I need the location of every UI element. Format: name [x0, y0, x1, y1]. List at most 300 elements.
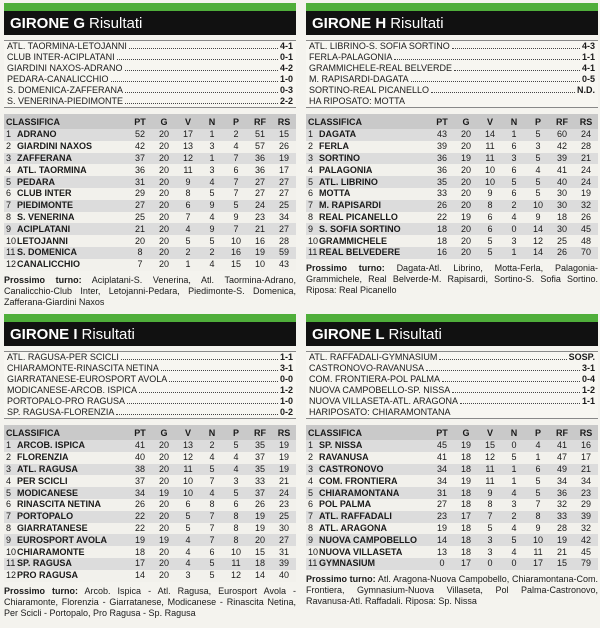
team-position: 11: [6, 247, 16, 258]
column-header: PT: [128, 114, 152, 129]
stat-rf: 40: [550, 176, 574, 188]
result-match: M. RAPISARDI-DAGATA: [309, 74, 409, 84]
stat-p: 6: [526, 464, 550, 476]
column-header: V: [478, 114, 502, 129]
result-row: [306, 352, 598, 363]
team-position: 11: [6, 558, 16, 569]
stat-v: 4: [176, 534, 200, 546]
stat-pt: 45: [430, 440, 454, 452]
stat-v: 10: [478, 176, 502, 188]
stat-g: 20: [454, 235, 478, 247]
stat-g: 18: [454, 452, 478, 464]
stat-v: 9: [478, 188, 502, 200]
stat-rf: 26: [550, 247, 574, 259]
table-row: [4, 153, 296, 165]
stat-rf: 35: [248, 464, 272, 476]
stat-rf: 21: [550, 546, 574, 558]
result-row: [4, 52, 296, 63]
stat-n: 5: [200, 558, 224, 570]
stat-rs: 79: [574, 558, 598, 570]
table-row: [4, 558, 296, 570]
stat-pt: 39: [430, 141, 454, 153]
team-position: 9: [308, 534, 314, 545]
column-header: PT: [430, 425, 454, 440]
stat-rs: 24: [272, 487, 296, 499]
standings-table: [4, 425, 296, 582]
stat-rs: 24: [574, 129, 598, 141]
leader-dots: [442, 374, 580, 382]
team-cell: [306, 200, 430, 212]
stat-p: 10: [526, 200, 550, 212]
team-cell: [4, 511, 128, 523]
stat-g: 18: [454, 534, 478, 546]
table-row: [4, 511, 296, 523]
table-row: [306, 499, 598, 511]
stat-g: 19: [454, 153, 478, 165]
stat-p: 9: [224, 212, 248, 224]
stat-rs: 27: [272, 176, 296, 188]
stat-pt: 27: [128, 200, 152, 212]
stat-pt: 34: [430, 475, 454, 487]
result-score: 0-0: [279, 374, 293, 384]
team-cell: [4, 259, 128, 271]
stat-p: 11: [224, 558, 248, 570]
team-cell: [306, 247, 430, 259]
stat-n: 7: [200, 475, 224, 487]
stat-pt: 25: [128, 212, 152, 224]
team-name: POL PALMA: [319, 499, 372, 510]
team-cell: [306, 546, 430, 558]
stat-rs: 23: [574, 487, 598, 499]
stat-n: 1: [200, 129, 224, 141]
team-position: 8: [6, 522, 12, 533]
team-name: EUROSPORT AVOLA: [17, 534, 108, 545]
team-cell: [4, 141, 128, 153]
stat-rs: 32: [574, 200, 598, 212]
team-name: SORTINO: [319, 152, 361, 163]
stat-rs: 34: [272, 212, 296, 224]
stat-p: 15: [224, 259, 248, 271]
stat-v: 3: [478, 546, 502, 558]
next-round-text: Atl. Aragona-Nuova Campobello, Chiaramontana-Com. Frontiera, Gymnasium-Nuova Villaseta, Pol Palma-Castronovo, Ravanusa-Atl. Raffadali. Riposa: Sp. Nissa: [306, 573, 598, 606]
stat-g: 20: [454, 200, 478, 212]
table-row: [4, 464, 296, 476]
stat-rs: 21: [574, 153, 598, 165]
team-cell: [306, 153, 430, 165]
stat-n: 6: [200, 546, 224, 558]
stat-v: 6: [176, 499, 200, 511]
stat-g: 20: [454, 223, 478, 235]
stat-rs: 29: [574, 499, 598, 511]
team-cell: [4, 475, 128, 487]
result-match: MODICANESE-ARCOB. ISPICA: [7, 385, 138, 395]
stat-rf: 30: [550, 188, 574, 200]
stat-p: 4: [224, 464, 248, 476]
stat-rf: 19: [248, 247, 272, 259]
stat-n: 0: [502, 440, 526, 452]
column-header: RF: [550, 114, 574, 129]
leader-dots: [394, 52, 580, 60]
stat-p: 14: [526, 223, 550, 235]
standings-header-row: [306, 425, 598, 440]
team-name: REAL BELVEDERE: [319, 247, 401, 258]
stat-p: 5: [526, 153, 550, 165]
table-row: [306, 523, 598, 535]
column-header: RF: [248, 425, 272, 440]
result-match: NUOVA CAMPOBELLO-SP. NISSA: [309, 385, 451, 395]
team-cell: [4, 223, 128, 235]
stat-rs: 43: [272, 259, 296, 271]
table-row: [306, 188, 598, 200]
table-row: [4, 570, 296, 582]
stat-p: 5: [526, 475, 550, 487]
stat-n: 4: [502, 487, 526, 499]
result-row: [306, 363, 598, 374]
stat-v: 5: [176, 511, 200, 523]
team-cell: [306, 534, 430, 546]
stat-v: 4: [176, 558, 200, 570]
stat-g: 20: [152, 235, 176, 247]
stat-p: 6: [224, 499, 248, 511]
team-position: 9: [308, 223, 314, 234]
leader-dots: [139, 385, 278, 393]
stat-n: 9: [200, 200, 224, 212]
stat-rs: 32: [574, 523, 598, 535]
stat-n: 3: [502, 235, 526, 247]
team-position: 8: [6, 211, 12, 222]
table-row: [306, 558, 598, 570]
stat-g: 20: [454, 247, 478, 259]
team-name: GYMNASIUM: [319, 558, 375, 569]
stat-rs: 21: [272, 475, 296, 487]
team-name: SP. RAGUSA: [17, 558, 72, 569]
team-cell: [4, 464, 128, 476]
stat-rs: 24: [574, 164, 598, 176]
table-row: [306, 176, 598, 188]
result-row: [4, 385, 296, 396]
result-score: SOSP.: [568, 352, 595, 362]
stat-rf: 60: [550, 129, 574, 141]
stat-pt: 40: [128, 452, 152, 464]
stat-rf: 30: [550, 223, 574, 235]
team-position: 1: [308, 129, 314, 140]
stat-rf: 18: [550, 212, 574, 224]
stat-rf: 51: [248, 129, 272, 141]
stat-g: 17: [454, 558, 478, 570]
stat-g: 17: [454, 511, 478, 523]
stat-v: 11: [478, 475, 502, 487]
stat-p: 7: [224, 223, 248, 235]
stat-pt: 52: [128, 129, 152, 141]
stat-p: 8: [224, 523, 248, 535]
stat-rf: 37: [248, 452, 272, 464]
result-row: [4, 63, 296, 74]
stat-rf: 21: [248, 223, 272, 235]
result-score: 0-1: [279, 52, 293, 62]
group-header: [4, 11, 296, 35]
team-cell: [4, 452, 128, 464]
team-cell: [306, 487, 430, 499]
result-row: [4, 396, 296, 407]
next-round-text: Dagata-Atl. Librino, Motta-Ferla, Palagonia-Grammichele, Real Belverde-M. Rapisardi, Sortino-S. Sofia Sortino. Riposa: Real Picanello: [306, 262, 598, 295]
stat-n: 0: [502, 223, 526, 235]
stat-v: 8: [176, 188, 200, 200]
result-score: 0-3: [279, 85, 293, 95]
team-name: CLUB INTER: [17, 188, 72, 199]
result-score: 4-3: [581, 41, 595, 51]
stat-rs: 16: [574, 440, 598, 452]
stat-g: 20: [152, 164, 176, 176]
team-cell: [306, 129, 430, 141]
stat-pt: 42: [128, 141, 152, 153]
stat-rs: 31: [272, 546, 296, 558]
result-row: [306, 396, 598, 407]
leader-dots: [411, 74, 580, 82]
result-score: 1-2: [279, 385, 293, 395]
team-cell: [306, 440, 430, 452]
stat-rs: 39: [574, 511, 598, 523]
result-row: [306, 74, 598, 85]
stat-g: 20: [152, 247, 176, 259]
stat-pt: 16: [430, 247, 454, 259]
stat-n: 6: [502, 164, 526, 176]
stat-rs: 45: [574, 546, 598, 558]
team-name: S. SOFIA SORTINO: [319, 223, 401, 234]
result-score: 1-1: [279, 352, 293, 362]
result-match: COM. FRONTIERA-POL PALMA: [309, 374, 441, 384]
group-title: Risultati: [388, 325, 442, 343]
team-cell: [306, 212, 430, 224]
stat-n: 2: [200, 247, 224, 259]
leader-dots: [161, 363, 278, 371]
column-header: PT: [430, 114, 454, 129]
stat-rf: 39: [550, 153, 574, 165]
result-row: [306, 407, 598, 418]
stat-p: 1: [526, 452, 550, 464]
stat-v: 13: [176, 440, 200, 452]
stat-g: 20: [152, 499, 176, 511]
team-position: 7: [308, 200, 314, 211]
stat-rs: 24: [574, 176, 598, 188]
table-row: [4, 200, 296, 212]
team-name: NUOVA CAMPOBELLO: [319, 534, 417, 545]
result-match: ATL. RAFFADALI-GYMNASIUM: [309, 352, 438, 362]
team-position: 5: [6, 176, 12, 187]
stat-n: 5: [502, 534, 526, 546]
result-row: [306, 385, 598, 396]
table-row: [4, 487, 296, 499]
leader-dots: [125, 85, 278, 93]
leader-dots: [439, 352, 566, 360]
stat-v: 6: [478, 212, 502, 224]
stat-p: 4: [224, 141, 248, 153]
team-cell: [4, 212, 128, 224]
team-name: PIEDIMONTE: [17, 200, 74, 211]
team-cell: [306, 511, 430, 523]
stat-v: 17: [176, 129, 200, 141]
stat-p: 7: [224, 176, 248, 188]
group-header-accent: [306, 314, 598, 322]
result-row: [306, 85, 598, 96]
team-name: FERLA: [319, 141, 349, 152]
column-header: CLASSIFICA: [306, 425, 430, 440]
result-score: 0-5: [581, 74, 595, 84]
stat-pt: 26: [430, 200, 454, 212]
stat-n: 4: [502, 546, 526, 558]
team-position: 3: [6, 463, 12, 474]
result-row: [4, 96, 296, 107]
stat-n: 7: [200, 511, 224, 523]
stat-g: 20: [152, 141, 176, 153]
leader-dots: [426, 363, 580, 371]
stat-pt: 22: [128, 523, 152, 535]
stat-rf: 19: [550, 534, 574, 546]
result-row: [306, 63, 598, 74]
stat-g: 20: [152, 570, 176, 582]
team-name: PEDARA: [17, 176, 56, 187]
next-round-label: Prossimo turno:: [4, 585, 79, 596]
table-row: [4, 475, 296, 487]
team-position: 11: [308, 558, 318, 569]
table-row: [306, 129, 598, 141]
stat-rf: 33: [550, 511, 574, 523]
stat-rf: 25: [550, 235, 574, 247]
team-name: PORTOPALO: [17, 511, 74, 522]
table-row: [4, 534, 296, 546]
column-header: PT: [128, 425, 152, 440]
stat-n: 1: [502, 475, 526, 487]
stat-v: 11: [176, 164, 200, 176]
column-header: P: [224, 114, 248, 129]
group-header: [306, 11, 598, 35]
group-header-accent: [4, 3, 296, 11]
group-title: Risultati: [390, 14, 444, 32]
column-header: CLASSIFICA: [4, 425, 128, 440]
team-cell: [4, 487, 128, 499]
stat-v: 2: [176, 247, 200, 259]
stat-rs: 40: [272, 570, 296, 582]
stat-pt: 19: [128, 534, 152, 546]
team-position: 5: [308, 176, 314, 187]
column-header: P: [224, 425, 248, 440]
stat-v: 8: [478, 200, 502, 212]
stat-v: 9: [478, 487, 502, 499]
team-position: 4: [308, 164, 314, 175]
team-cell: [4, 247, 128, 259]
stat-v: 6: [478, 223, 502, 235]
stat-g: 20: [454, 164, 478, 176]
stat-p: 11: [526, 546, 550, 558]
next-round: [4, 275, 296, 308]
stat-g: 20: [454, 141, 478, 153]
column-header: RS: [574, 425, 598, 440]
stat-v: 5: [176, 235, 200, 247]
results-list: [306, 40, 598, 108]
stat-pt: 22: [430, 212, 454, 224]
team-position: 7: [308, 511, 314, 522]
stat-rf: 30: [550, 200, 574, 212]
result-match: FERLA-PALAGONIA: [309, 52, 393, 62]
stat-pt: 29: [128, 188, 152, 200]
team-name: COM. FRONTIERA: [319, 475, 398, 486]
team-position: 4: [308, 475, 314, 486]
team-name: LETOJANNI: [17, 235, 68, 246]
stat-v: 5: [176, 523, 200, 535]
stat-rf: 36: [550, 487, 574, 499]
stat-rs: 39: [272, 558, 296, 570]
result-match: HARIPOSATO: CHIARAMONTANA: [309, 407, 451, 417]
group-name: GIRONE G: [10, 14, 86, 32]
stat-rf: 26: [248, 499, 272, 511]
stat-rf: 19: [248, 511, 272, 523]
team-name: ATL. RAFFADALI: [319, 511, 392, 522]
stat-pt: 17: [128, 558, 152, 570]
team-cell: [4, 235, 128, 247]
team-position: 6: [6, 499, 12, 510]
stat-pt: 41: [128, 440, 152, 452]
team-position: 7: [6, 511, 12, 522]
stat-n: 4: [200, 176, 224, 188]
stat-p: 14: [526, 247, 550, 259]
group-i-panel: [4, 314, 296, 619]
stat-v: 10: [176, 475, 200, 487]
result-match: GRAMMICHELE-REAL BELVERDE: [309, 63, 453, 73]
team-name: ARCOB. ISPICA: [17, 440, 86, 451]
stat-p: 3: [526, 141, 550, 153]
stat-rs: 27: [272, 223, 296, 235]
stat-g: 18: [454, 546, 478, 558]
column-header: G: [454, 425, 478, 440]
stat-n: 4: [502, 212, 526, 224]
stat-rs: 28: [272, 235, 296, 247]
stat-n: 4: [200, 212, 224, 224]
team-cell: [306, 223, 430, 235]
leader-dots: [452, 385, 580, 393]
stat-pt: 41: [430, 452, 454, 464]
team-cell: [306, 188, 430, 200]
column-header: G: [152, 114, 176, 129]
result-match: SP. RAGUSA-FLORENZIA: [7, 407, 115, 417]
stat-n: 7: [200, 523, 224, 535]
table-row: [4, 235, 296, 247]
result-score: 3-1: [581, 363, 595, 373]
stat-rf: 35: [248, 440, 272, 452]
table-row: [306, 440, 598, 452]
table-row: [4, 212, 296, 224]
stat-g: 20: [152, 212, 176, 224]
column-header: CLASSIFICA: [306, 114, 430, 129]
team-name: ATL. RAGUSA: [17, 463, 78, 474]
column-header: RS: [574, 114, 598, 129]
team-position: 12: [6, 570, 17, 581]
stat-pt: 18: [128, 546, 152, 558]
stat-p: 5: [526, 188, 550, 200]
column-header: N: [200, 114, 224, 129]
team-cell: [4, 164, 128, 176]
table-row: [306, 164, 598, 176]
result-score: 1-1: [581, 396, 595, 406]
team-name: ATL. ARAGONA: [319, 522, 387, 533]
table-row: [306, 534, 598, 546]
result-score: 0-2: [279, 407, 293, 417]
table-row: [4, 452, 296, 464]
stat-rs: 34: [574, 475, 598, 487]
next-round-text: Arcob. Ispica - Atl. Ragusa, Eurosport Avola - Chiaramonte, Florenzia - Giarratanese, Modicanese - Rinascita Netina, Per Scicli - Portopalo, Pro Ragusa - Sp. Ragusa: [4, 585, 296, 618]
result-score: 4-1: [279, 41, 293, 51]
stat-v: 1: [176, 259, 200, 271]
result-match: PORTOPALO-PRO RAGUSA: [7, 396, 126, 406]
stat-rs: 19: [272, 452, 296, 464]
